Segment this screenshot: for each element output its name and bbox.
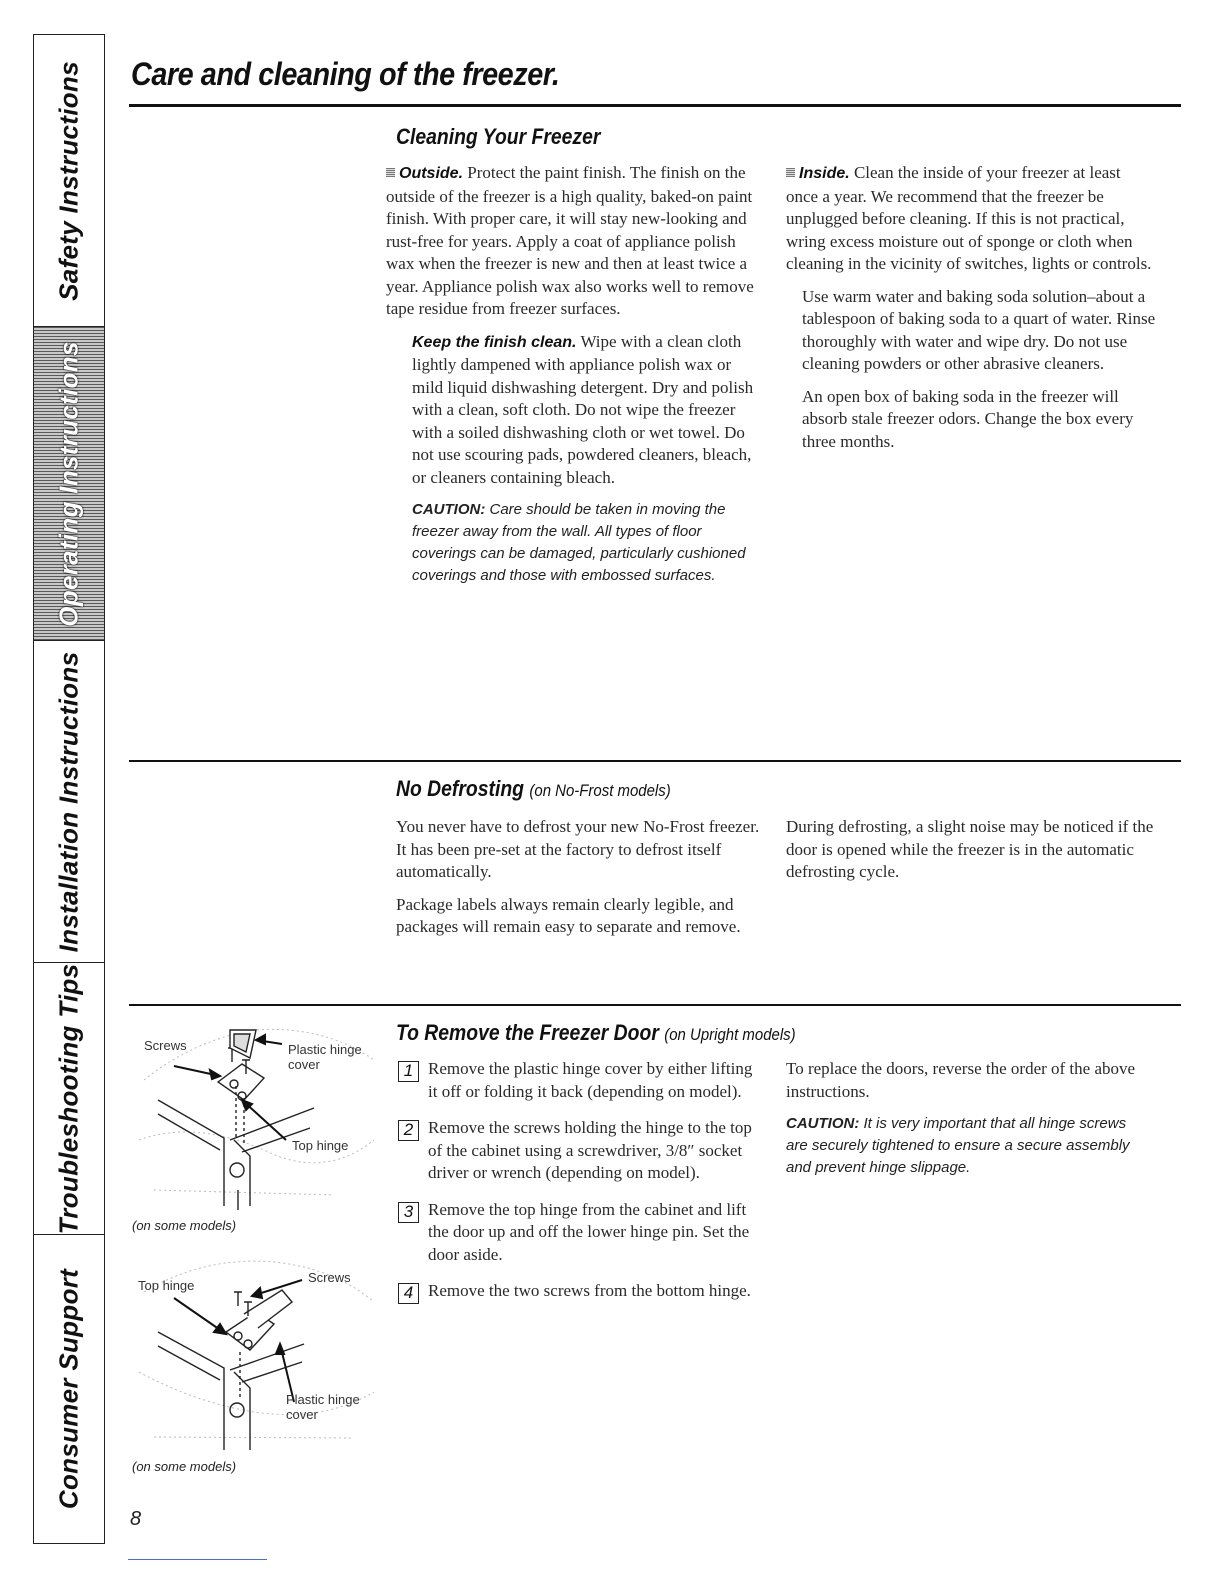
inside-paragraph-2: Use warm water and baking soda solution–about a tablespoon of baking soda to a quart of water. Rinse thoroughly with water and wipe dry. Do not use cleaning powders or other abrasive cleaners. <box>802 286 1156 373</box>
hinge-diagram-1 <box>134 1020 380 1210</box>
door-steps <box>396 1058 766 1317</box>
cleaning-left-column <box>386 162 760 597</box>
step-4 <box>396 1280 766 1303</box>
caution-label: CAUTION: <box>786 1115 860 1132</box>
defrost-paragraph-3: During defrosting, a slight noise may be noticed if the door is opened while the freezer is in the automatic defrosting cycle. <box>786 817 1154 881</box>
inside-paragraph <box>786 162 1156 276</box>
door-caution <box>786 1113 1148 1179</box>
defrost-paragraph-1: You never have to defrost your new No-Frost freezer. It has been pre-set at the factory to defrost itself automatically. <box>396 817 760 881</box>
defrost-subtitle: (on No-Frost models) <box>529 781 671 800</box>
door-title: To Remove the Freezer Door <box>396 1020 659 1045</box>
step-3 <box>396 1199 766 1267</box>
side-tab-bar <box>33 34 105 1544</box>
cleaning-heading: Cleaning Your Freezer <box>396 124 601 149</box>
bullet-icon <box>386 168 395 177</box>
tab-safety-instructions[interactable]: Safety Instructions <box>34 35 104 327</box>
cleaning-right-column <box>786 162 1156 463</box>
door-heading <box>396 1020 796 1046</box>
inside-lead: Inside. <box>799 165 850 182</box>
outside-paragraph <box>386 162 760 321</box>
step-number: 4 <box>398 1283 419 1304</box>
step-2 <box>396 1117 766 1185</box>
step-1 <box>396 1058 766 1103</box>
screws-label: Screws <box>144 1038 187 1053</box>
figure-caption: (on some models) <box>132 1218 237 1233</box>
bullet-icon <box>786 168 795 177</box>
defrost-heading <box>396 776 671 802</box>
step-number: 2 <box>398 1120 419 1141</box>
plastic-hinge-cover-label: Plastic hinge cover <box>286 1392 360 1422</box>
defrost-right-column <box>786 816 1156 894</box>
tab-operating-instructions[interactable]: Operating Instructions <box>34 327 104 641</box>
tab-troubleshooting-tips[interactable]: Troubleshooting Tips <box>34 963 104 1235</box>
step-text: Remove the plastic hinge cover by either lifting it off or folding it back (depending on model). <box>428 1059 753 1101</box>
footer-line <box>128 1559 267 1560</box>
cleaning-caution <box>386 499 760 587</box>
top-hinge-label: Top hinge <box>138 1278 195 1293</box>
hinge-diagram-2 <box>134 1252 380 1452</box>
defrost-left-column <box>396 816 762 949</box>
finish-lead: Keep the finish clean. <box>412 333 577 351</box>
step-text: Remove the two screws from the bottom hinge. <box>428 1281 751 1300</box>
inside-paragraph-3: An open box of baking soda in the freezer will absorb stale freezer odors. Change the box every three months. <box>802 386 1134 451</box>
outside-text: Protect the paint finish. The finish on the outside of the freezer is a high quality, baked-on paint finish. With proper care, it will stay new-looking and rust-free for years. Apply a coat of appliance polish wax when the freezer is new and then at least twice a year. Appliance polish wax also works well to remove tape residue from freezer surfaces. <box>386 163 754 318</box>
section-rule <box>129 1004 1181 1006</box>
plastic-hinge-cover-label: Plastic hinge cover <box>288 1042 362 1072</box>
defrost-paragraph-2: Package labels always remain clearly legible, and packages will remain easy to separate and remove. <box>396 894 741 936</box>
title-rule <box>129 104 1181 107</box>
tab-installation-instructions[interactable]: Installation Instructions <box>34 641 104 963</box>
replace-doors-text: To replace the doors, reverse the order of the above instructions. <box>786 1059 1136 1101</box>
figure-caption: (on some models) <box>132 1459 237 1474</box>
top-hinge-label: Top hinge <box>292 1138 349 1153</box>
inside-text: Clean the inside of your freezer at least once a year. We recommend that the freezer be unplugged before cleaning. If this is not practical, wring excess moisture out of sponge or cloth when cleaning in the vicinity of switches, lights or controls. <box>786 163 1152 273</box>
finish-paragraph <box>386 331 760 490</box>
door-right-column <box>786 1058 1148 1189</box>
outside-lead: Outside. <box>399 165 464 182</box>
screws-label: Screws <box>308 1270 351 1285</box>
step-number: 1 <box>398 1061 419 1082</box>
page-title: Care and cleaning of the freezer. <box>131 56 560 92</box>
tab-consumer-support[interactable]: Consumer Support <box>53 1268 84 1510</box>
page-number: 8 <box>130 1508 142 1530</box>
caution-label: CAUTION: <box>412 501 486 518</box>
section-rule <box>129 760 1181 762</box>
step-number: 3 <box>398 1202 419 1223</box>
defrost-title: No Defrosting <box>396 776 524 801</box>
caution-text: Care should be taken in moving the freezer away from the wall. All types of floor coverings can be damaged, particularly cushioned coverings and those with embossed surfaces. <box>412 501 746 584</box>
caution-text: It is very important that all hinge screws are securely tightened to ensure a secure assembly and prevent hinge slippage. <box>786 1115 1130 1176</box>
step-text: Remove the screws holding the hinge to the top of the cabinet using a screwdriver, 3/8″ socket driver or wrench (depending on model). <box>428 1118 752 1182</box>
step-text: Remove the top hinge from the cabinet and lift the door up and off the lower hinge pin. Set the door aside. <box>428 1199 750 1264</box>
door-subtitle: (on Upright models) <box>664 1025 796 1044</box>
finish-text: Wipe with a clean cloth lightly dampened with appliance polish wax or mild liquid dishwashing detergent. Dry and polish with a clean, soft cloth. Do not wipe the freezer with a soiled dishwashing cloth or wet towel. Do not use scouring pads, powdered cleaners, bleach, or cleaners containing bleach. <box>412 331 754 487</box>
